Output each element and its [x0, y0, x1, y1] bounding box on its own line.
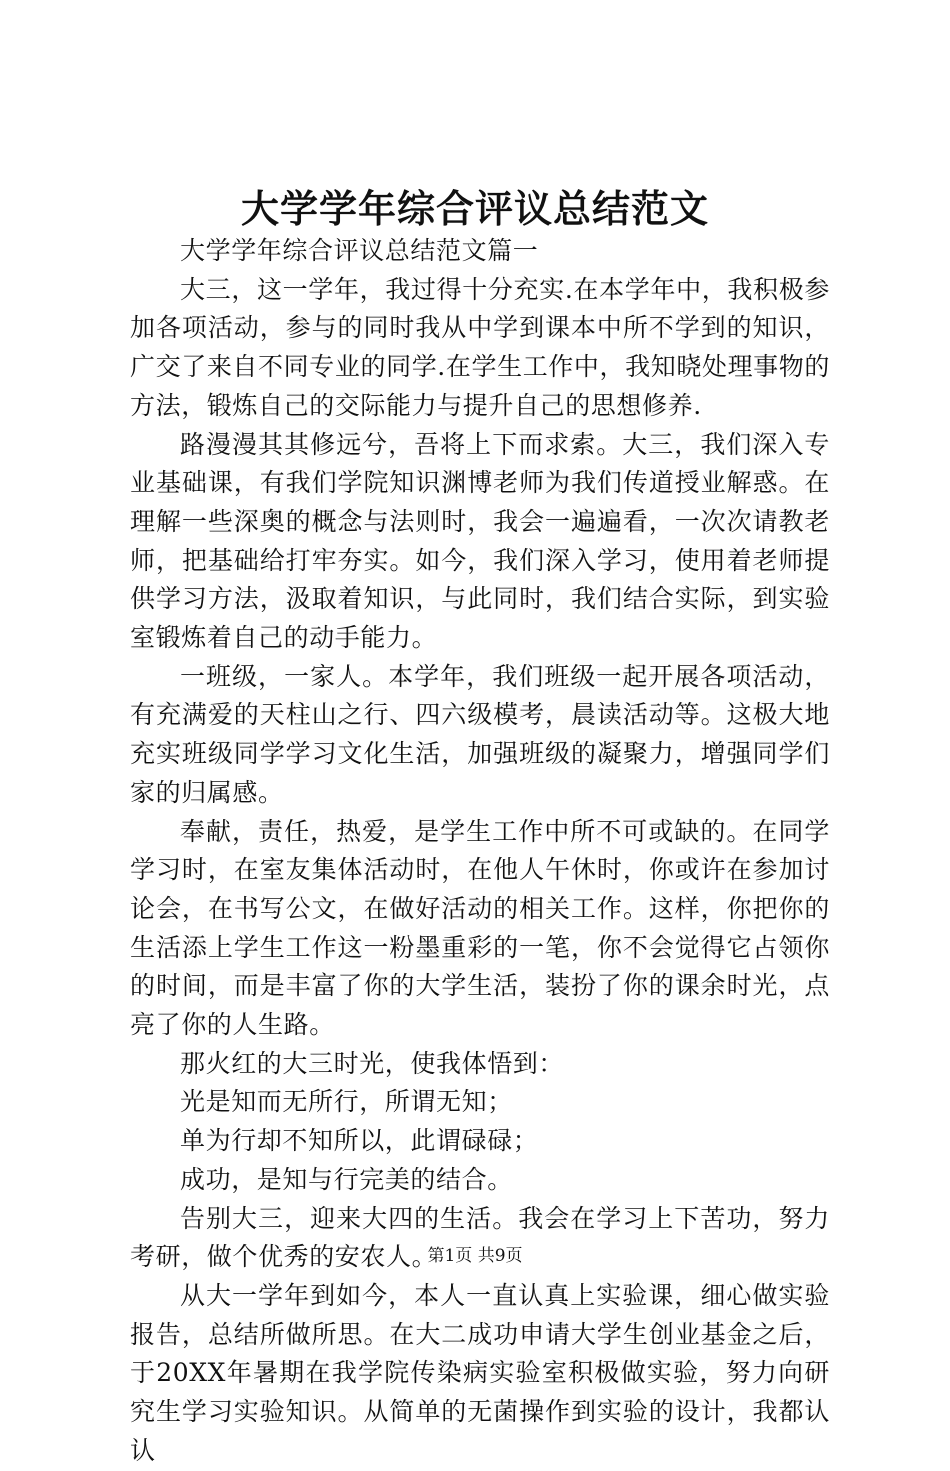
paragraph: 光是知而无所行，所谓无知；: [180, 1087, 513, 1117]
paragraph: 大三，这一学年，我过得十分充实.在本学年中，我积极参加各项活动，参与的同时我从中学到课本中所不学到的知识，广交了来自不同专业的同学.在学生工作中，我知晓处理事物的方法，锻炼自己的交际能力与提升自己的思想修养.: [130, 274, 830, 420]
paragraph: 单为行却不知所以，此谓碌碌；: [180, 1126, 539, 1156]
page-footer: 第1页 共9页: [427, 1246, 523, 1266]
paragraph: 成功，是知与行完美的结合。: [180, 1164, 513, 1194]
paragraph: 那火红的大三时光，使我体悟到：: [180, 1048, 565, 1078]
document-title: 大学学年综合评议总结范文: [240, 186, 709, 231]
paragraph: 告别大三，迎来大四的生活。我会在学习上下苦功，努力考研，做个优秀的安农人。: [130, 1203, 830, 1272]
paragraph: 一班级，一家人。本学年，我们班级一起开展各项活动，有充满爱的天柱山之行、四六级模考，晨读活动等。这极大地充实班级同学学习文化生活，加强班级的凝聚力，增强同学们家的归属感。: [130, 661, 830, 807]
paragraph: 从大一学年到如今，本人一直认真上实验课，细心做实验报告，总结所做所思。在大二成功申请大学生创业基金之后，于20XX年暑期在我学院传染病实验室积极做实验，努力向研究生学习实验知识。从简单的无菌操作到实验的设计，我都认认: [130, 1280, 830, 1465]
paragraph-heading: 大学学年综合评议总结范文篇一: [180, 236, 539, 265]
document-body: [130, 232, 830, 1471]
paragraph: 路漫漫其其修远兮，吾将上下而求索。大三，我们深入专业基础课，有我们学院知识渊博老师为我们传道授业解惑。在理解一些深奥的概念与法则时，我会一遍遍看，一次次请教老师，把基础给打牢夯实。如今，我们深入学习，使用着老师提供学习方法，汲取着知识，与此同时，我们结合实际，到实验室锻炼着自己的动手能力。: [130, 429, 830, 653]
paragraph: 奉献，责任，热爱，是学生工作中所不可或缺的。在同学学习时，在室友集体活动时，在他人午休时，你或许在参加讨论会，在书写公文，在做好活动的相关工作。这样，你把你的生活添上学生工作这一粉墨重彩的一笔，你不会觉得它占领你的时间，而是丰富了你的大学生活，装扮了你的课余时光，点亮了你的人生路。: [130, 816, 830, 1040]
